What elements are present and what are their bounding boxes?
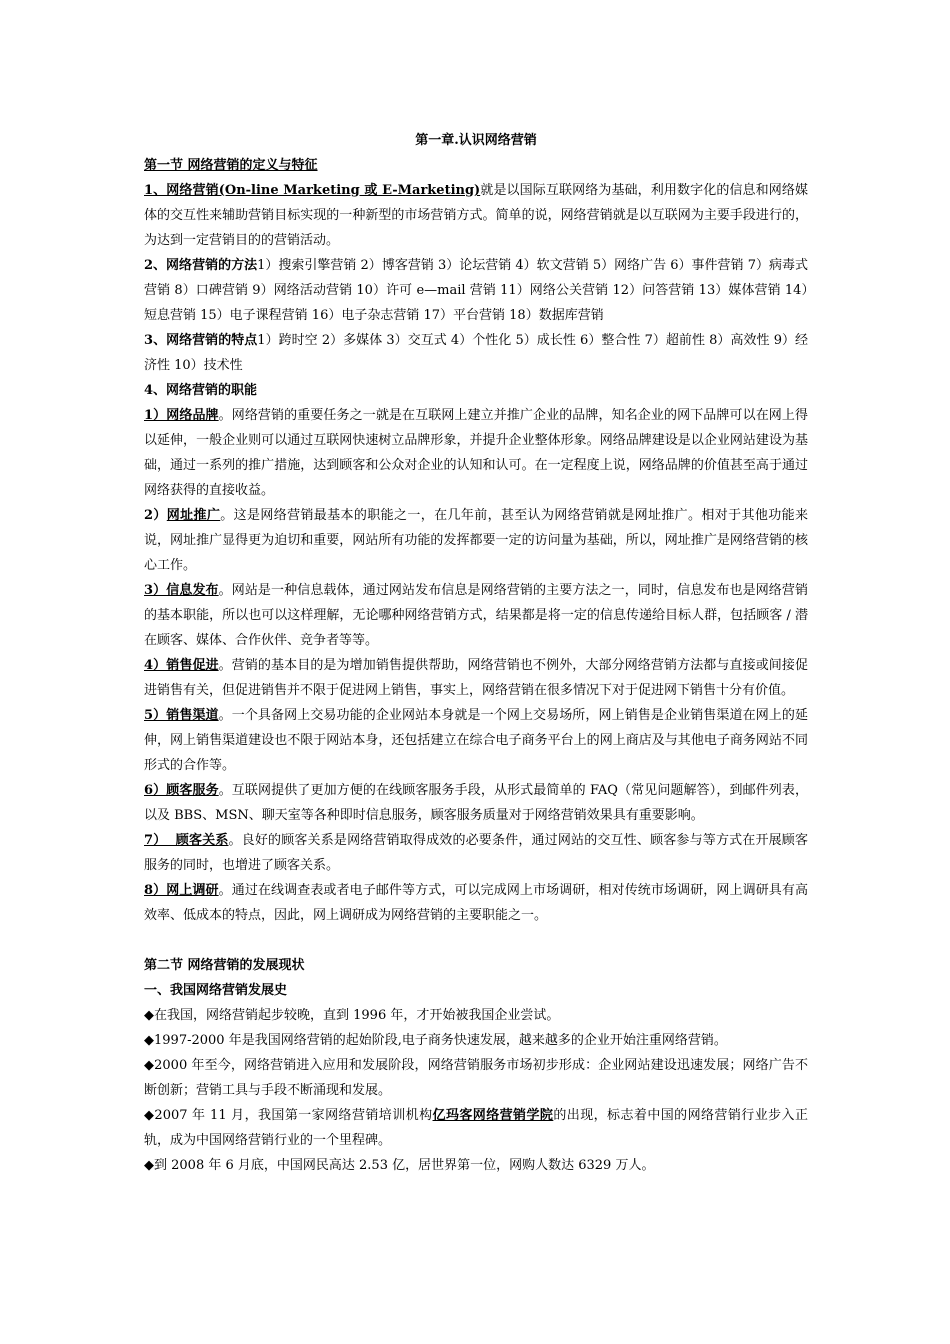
definition-text: 就是以国际互联网络为基础，利用数字化的信息和网络媒体的交互性来辅助营销目标实现的一种新型的市场营销方式。简单的说，网络营销就是以互联网为主要手段进行的，为达到一定营销目的的营销活动。 [144, 183, 808, 248]
function-text: 。营销的基本目的是为增加销售提供帮助，网络营销也不例外，大部分网络营销方法都与直接或间接促进销售有关，但促进销售并不限于促进网上销售，事实上，网络营销在很多情况下对于促进网下销售十分有价值。 [144, 658, 808, 698]
spacer [144, 928, 808, 953]
function-label: 网址推广 [166, 508, 221, 523]
history-text: 在我国，网络营销起步较晚，直到 1996 年，才开始被我国企业尝试。 [154, 1008, 560, 1023]
chapter-title: 第一章.认识网络营销 [415, 133, 537, 148]
history-item [144, 1003, 808, 1028]
features-label: 3、网络营销的特点 [144, 333, 258, 348]
section2-heading: 第二节 网络营销的发展现状 [144, 958, 305, 973]
function-item [144, 503, 808, 578]
history-text: 到 2008 年 6 月底，中国网民高达 2.53 亿，居世界第一位，网购人数达 6329 万人。 [154, 1158, 655, 1173]
history-item [144, 1053, 808, 1103]
function-text: 。一个具备网上交易功能的企业网站本身就是一个网上交易场所，网上销售是企业销售渠道在网上的延伸，网上销售渠道建设也不限于网站本身，还包括建立在综合电子商务平台上的网上商店及与其他电子商务网站不同形式的合作等。 [144, 708, 808, 773]
definition-label: 1、网络营销(On-line Marketing 或 E-Marketing) [144, 183, 481, 198]
function-label: 7） 顾客关系 [144, 833, 229, 848]
history-text: 2000 年至今，网络营销进入应用和发展阶段，网络营销服务市场初步形成：企业网站建设迅速发展；网络广告不断创新；营销工具与手段不断涌现和发展。 [144, 1058, 809, 1098]
function-item [144, 703, 808, 778]
diamond-bullet-icon: ◆ [144, 1158, 154, 1173]
diamond-bullet-icon: ◆ [144, 1008, 154, 1023]
function-item [144, 653, 808, 703]
history-item [144, 1153, 808, 1178]
diamond-bullet-icon: ◆ [144, 1108, 155, 1123]
function-text: 。良好的顾客关系是网络营销取得成效的必要条件，通过网站的交互性、顾客参与等方式在开展顾客服务的同时，也增进了顾客关系。 [144, 833, 808, 873]
function-item [144, 828, 808, 878]
history-subheading: 一、我国网络营销发展史 [144, 983, 288, 998]
function-item [144, 578, 808, 653]
function-text: 。这是网络营销最基本的职能之一，在几年前，甚至认为网络营销就是网址推广。相对于其他功能来说，网址推广显得更为迫切和重要，网站所有功能的发挥都要一定的访问量为基础，所以，网址推广是网络营销的核心工作。 [144, 508, 808, 573]
function-label: 6）顾客服务 [144, 783, 219, 798]
history-item [144, 1028, 808, 1053]
methods-paragraph [144, 253, 808, 328]
history-text: 1997-2000 年是我国网络营销的起始阶段,电子商务快速发展，越来越多的企业开始注重网络营销。 [154, 1033, 727, 1048]
function-text: 。网络营销的重要任务之一就是在互联网上建立并推广企业的品牌，知名企业的网下品牌可以在网上得以延伸，一般企业则可以通过互联网快速树立品牌形象，并提升企业整体形象。网络品牌建设是以企业网站建设为基础，通过一系列的推广措施，达到顾客和公众对企业的认知和认可。在一定程度上说，网络品牌的价值甚至高于通过网络获得的直接收益。 [144, 408, 808, 498]
document-page [144, 128, 808, 1178]
function-text: 。网站是一种信息载体，通过网站发布信息是网络营销的主要方法之一，同时，信息发布也是网络营销的基本职能，所以也可以这样理解，无论哪种网络营销方式，结果都是将一定的信息传递给目标人群，包括顾客 / 潜在顾客、媒体、合作伙伴、竞争者等等。 [144, 583, 808, 648]
methods-label: 2、网络营销的方法 [144, 258, 258, 273]
function-label: 1）网络品牌 [144, 408, 219, 423]
definition-paragraph [144, 178, 808, 253]
features-paragraph [144, 328, 808, 378]
function-item [144, 403, 808, 503]
function-label: 8）网上调研 [144, 883, 219, 898]
function-label: 5）销售渠道 [144, 708, 219, 723]
features-text: 1）跨时空 2）多媒体 3）交互式 4）个性化 5）成长性 6）整合性 7）超前性 8）高效性 9）经济性 10）技术性 [144, 333, 809, 373]
history-item [144, 1103, 808, 1153]
function-label: 4）销售促进 [144, 658, 219, 673]
history-text: 的出现，标志着中国的网络营销行业步入正轨，成为中国网络营销行业的一个里程碑。 [144, 1108, 808, 1148]
history-text: 2007 年 11 月，我国第一家网络营销培训机构 [154, 1108, 433, 1123]
section1-heading: 第一节 网络营销的定义与特征 [144, 158, 318, 173]
diamond-bullet-icon: ◆ [144, 1033, 154, 1048]
academy-link[interactable]: 亿玛客网络营销学院 [432, 1108, 554, 1123]
diamond-bullet-icon: ◆ [144, 1058, 155, 1073]
function-prefix: 2） [144, 508, 167, 523]
functions-heading: 4、网络营销的职能 [144, 383, 258, 398]
methods-text: 1）搜索引擎营销 2）博客营销 3）论坛营销 4）软文营销 5）网络广告 6）事件营销 7）病毒式营销 8）口碑营销 9）网络活动营销 10）许可 e—mail 营销 11）网络公关营销 12）问答营销 13）媒体营销 14）短息营销 15）电子课程营销 16）电子杂志营销 17）平台营销 18）数据库营销 [144, 258, 808, 323]
function-item [144, 778, 808, 828]
function-text: 。通过在线调查表或者电子邮件等方式，可以完成网上市场调研，相对传统市场调研，网上调研具有高效率、低成本的特点，因此，网上调研成为网络营销的主要职能之一。 [144, 883, 808, 923]
function-text: 。互联网提供了更加方便的在线顾客服务手段，从形式最简单的 FAQ（常见问题解答），到邮件列表，以及 BBS、MSN、聊天室等各种即时信息服务，顾客服务质量对于网络营销效果具有重要影响。 [144, 783, 809, 823]
function-item [144, 878, 808, 928]
function-label: 3）信息发布 [144, 583, 219, 598]
